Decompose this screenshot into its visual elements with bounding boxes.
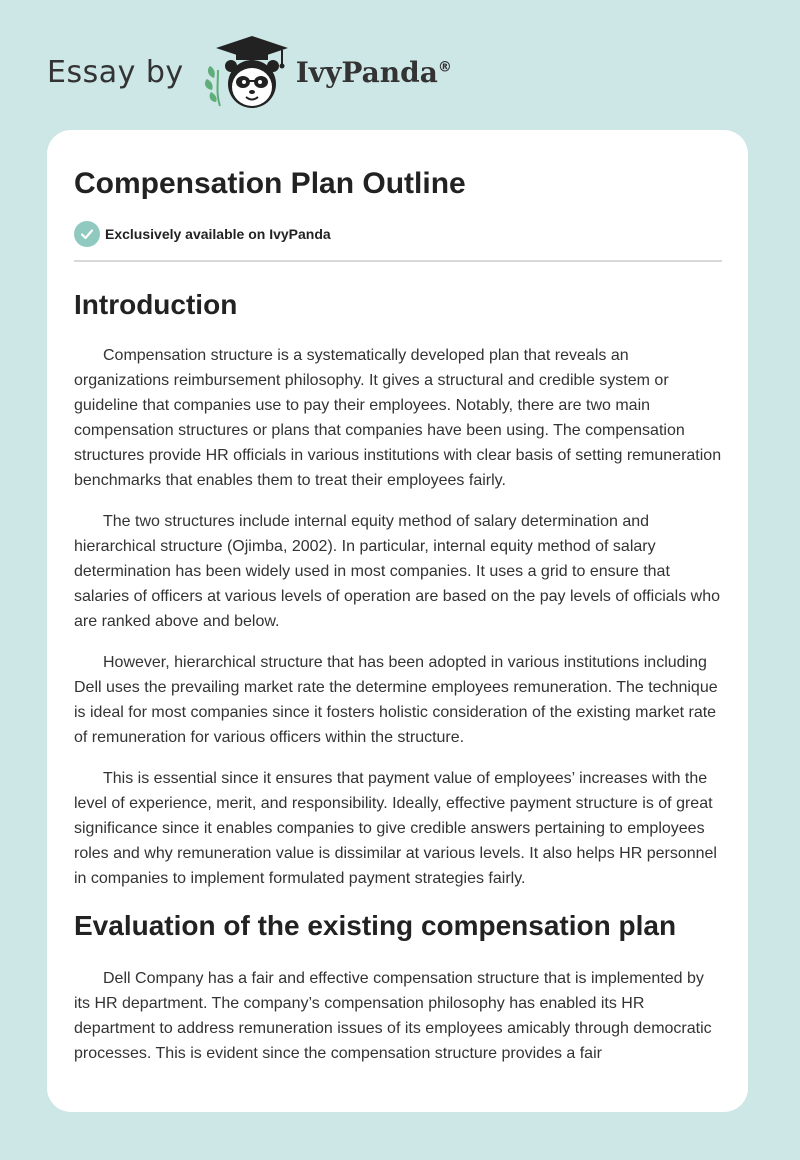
paragraph: Compensation structure is a systematically developed plan that reveals an organizations reimbursement philosophy. It gives a structural and credible system or guideline that companies use to pay their employees. Notably, there are two main compensation structures or plans that companies have been using. The compensation structures provide HR officials in various institutions with clear basis of setting remuneration benchmarks that enables them to treat their employees fairly.	[74, 347, 722, 489]
paragraph: However, hierarchical structure that has been adopted in various institutions including Dell uses the prevailing market rate the determine employees remuneration. The technique is ideal for most companies since it fosters holistic consideration of the existing market rate of remuneration for various officers within the structure.	[74, 654, 718, 746]
badge-text: Exclusively available on IvyPanda	[105, 226, 331, 242]
section-heading-evaluation: Evaluation of the existing compensation plan	[74, 910, 677, 941]
brand-prefix: Essay by	[47, 54, 184, 90]
registered-mark: ®	[437, 59, 452, 76]
brand-header	[47, 32, 452, 112]
paragraph: The two structures include internal equity method of salary determination and hierarchical structure (Ojimba, 2002). In particular, internal equity method of salary determination has been widely used in most companies. It uses a grid to ensure that salaries of officers at various levels of operation are based on the pay levels of officials who are ranked above and below.	[74, 513, 720, 630]
exclusive-badge	[74, 220, 722, 248]
divider	[74, 260, 722, 262]
paragraph: Dell Company has a fair and effective compensation structure that is implemented by its HR department. The company’s compensation philosophy has enabled its HR department to address remuneration issues of its employees amicably through democratic processes. This is evident since the compensation structure provides a fair	[74, 970, 712, 1062]
article-card	[47, 130, 748, 1112]
section-heading-introduction: Introduction	[74, 289, 238, 320]
brand-name: IvyPanda®	[295, 55, 452, 89]
check-icon	[74, 221, 100, 247]
panda-graduate-icon[interactable]	[200, 32, 292, 112]
article-title: Compensation Plan Outline	[74, 167, 466, 200]
paragraph: This is essential since it ensures that payment value of employees’ increases with the level of experience, merit, and responsibility. Ideally, effective payment structure is of great significance since it enables companies to give credible answers pertaining to employees roles and why remuneration value is dissimilar at various levels. It also helps HR personnel in companies to implement formulated payment strategies fairly.	[74, 770, 717, 887]
